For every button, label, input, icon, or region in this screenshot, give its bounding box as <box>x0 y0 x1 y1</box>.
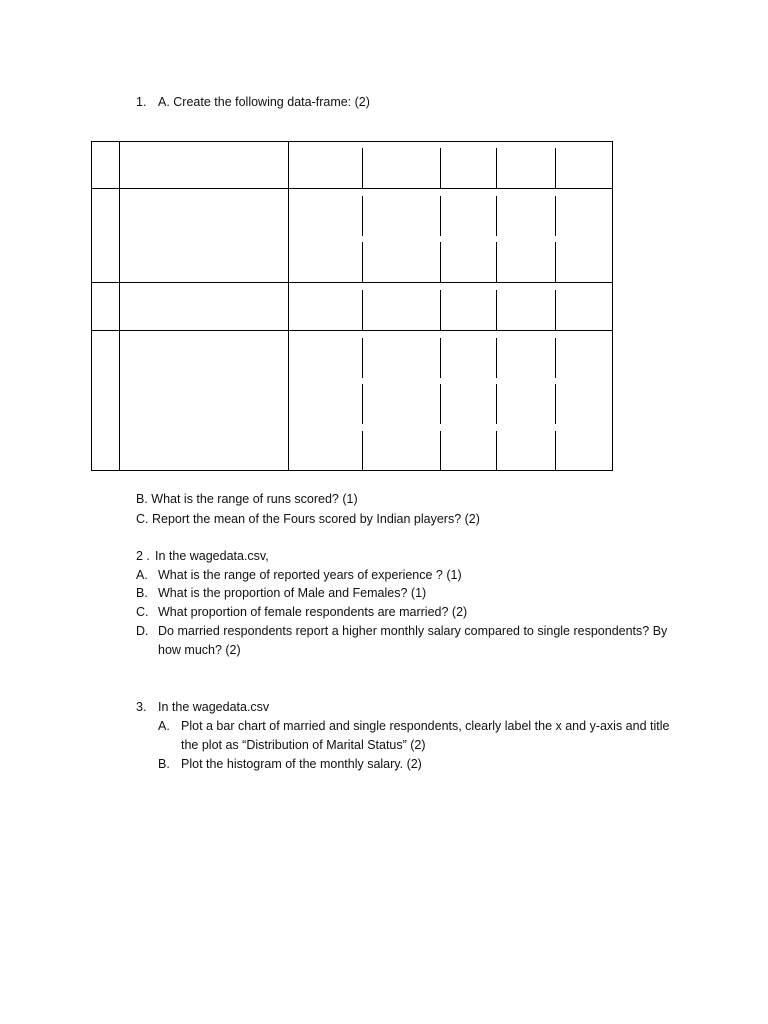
table-cell-divider <box>555 242 556 282</box>
q1-number: 1. <box>136 95 147 109</box>
table-cell-divider <box>362 196 363 236</box>
q2-title: In the wagedata.csv, <box>155 549 269 563</box>
q2-item-letter: D. <box>136 624 149 638</box>
table-cell-divider <box>440 431 441 471</box>
table-cell-divider <box>362 384 363 424</box>
table-cell-divider <box>440 384 441 424</box>
table-cell-divider <box>496 384 497 424</box>
q3-item-text: Plot the histogram of the monthly salary. (2) <box>181 757 422 771</box>
table-row-divider <box>91 330 613 331</box>
q3-item-letter: B. <box>158 757 170 771</box>
table-cell-divider <box>440 196 441 236</box>
table-cell-divider <box>440 338 441 378</box>
q2-item-text-continued: how much? (2) <box>158 643 241 657</box>
q2-item-text: What proportion of female respondents are married? (2) <box>158 605 468 619</box>
table-row-divider <box>91 282 613 283</box>
table-cell-divider <box>496 242 497 282</box>
table-cell-divider <box>496 290 497 330</box>
table-column-divider <box>288 141 289 471</box>
q2-item-text: What is the proportion of Male and Females? (1) <box>158 586 427 600</box>
table-cell-divider <box>496 431 497 471</box>
table-cell-divider <box>496 338 497 378</box>
q3-item-text-continued: the plot as “Distribution of Marital Status” (2) <box>181 738 426 752</box>
q3-item-letter: A. <box>158 719 170 733</box>
table-cell-divider <box>362 290 363 330</box>
table-cell-divider <box>362 431 363 471</box>
q3-item-text: Plot a bar chart of married and single respondents, clearly label the x and y-axis and title <box>181 719 670 733</box>
table-cell-divider <box>496 148 497 188</box>
table-cell-divider <box>555 384 556 424</box>
table-cell-divider <box>362 338 363 378</box>
table-column-divider <box>119 141 120 471</box>
table-cell-divider <box>440 148 441 188</box>
table-cell-divider <box>440 242 441 282</box>
q2-item-letter: C. <box>136 605 149 619</box>
table-cell-divider <box>362 148 363 188</box>
table-cell-divider <box>555 431 556 471</box>
q1-part-b: B. What is the range of runs scored? (1) <box>136 492 358 506</box>
table-cell-divider <box>555 196 556 236</box>
table-cell-divider <box>496 196 497 236</box>
table-cell-divider <box>440 290 441 330</box>
q2-item-letter: B. <box>136 586 148 600</box>
q2-item-text: What is the range of reported years of experience ? (1) <box>158 568 462 582</box>
q3-number: 3. <box>136 700 147 714</box>
q2-item-letter: A. <box>136 568 148 582</box>
q1-title: A. Create the following data-frame: (2) <box>158 95 370 109</box>
table-cell-divider <box>362 242 363 282</box>
q1-part-c: C. Report the mean of the Fours scored by Indian players? (2) <box>136 512 480 526</box>
table-cell-divider <box>555 148 556 188</box>
q2-number: 2 . <box>136 549 150 563</box>
q2-item-text: Do married respondents report a higher monthly salary compared to single respondents? By <box>158 624 668 638</box>
table-cell-divider <box>555 290 556 330</box>
q3-title: In the wagedata.csv <box>158 700 270 714</box>
table-outer-border <box>91 141 613 471</box>
table-row-divider <box>91 188 613 189</box>
table-cell-divider <box>555 338 556 378</box>
